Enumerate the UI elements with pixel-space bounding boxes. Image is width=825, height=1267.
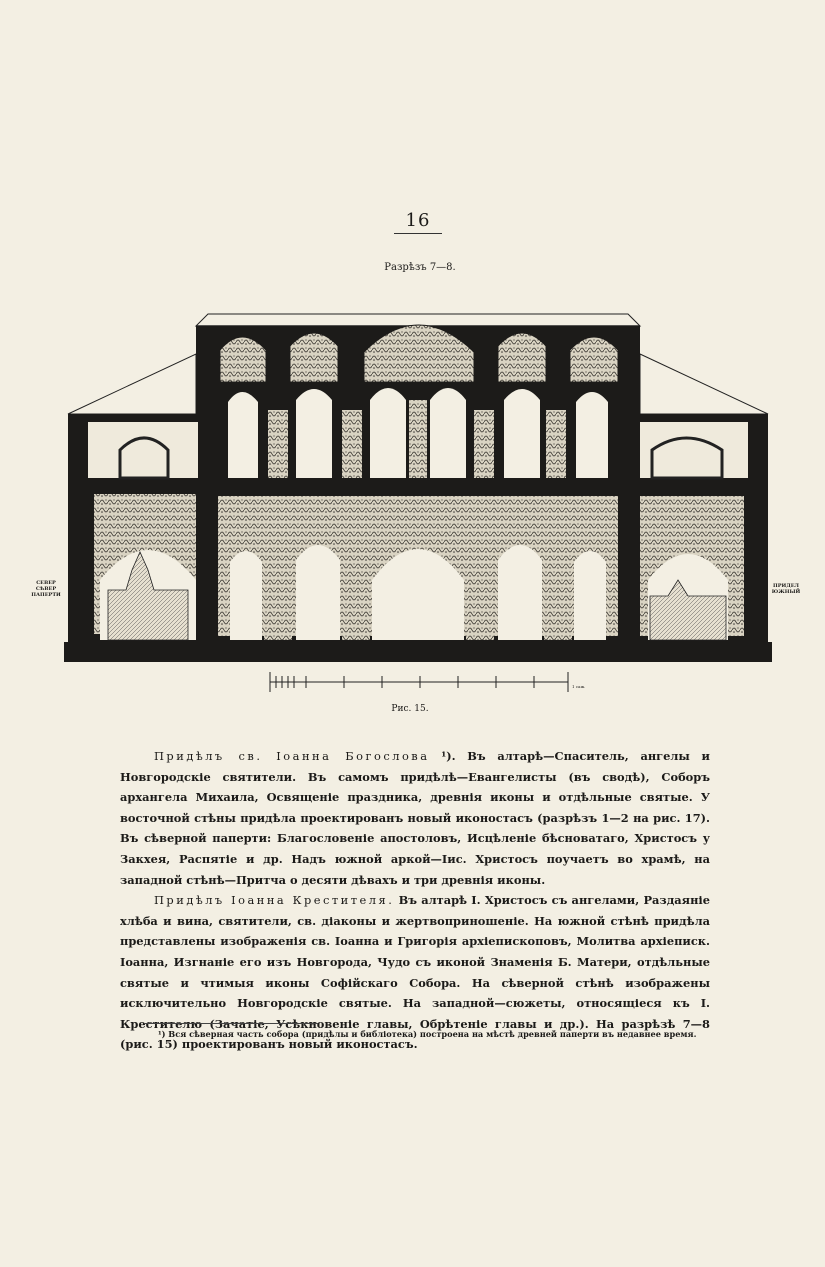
footnote-rule — [144, 1023, 318, 1024]
right-section-label: ПРИДЕЛ ЮЖНЫЙ — [771, 583, 801, 595]
paragraph-2-title: Придѣлъ Іоанна Крестителя. — [154, 893, 395, 908]
left-section-label: СЕВЕР СѢВЕР ПАПЕРТИ — [31, 580, 61, 598]
paragraph-1-title: Придѣлъ св. Іоанна Богослова — [154, 749, 430, 763]
page-number: 16 — [394, 210, 442, 234]
scale-unit-label: 1 саж. — [572, 684, 586, 689]
figure-caption: Рис. 15. — [391, 704, 429, 714]
scale-bar — [262, 668, 572, 694]
paragraph-1-body: ¹). Въ алтарѣ—Спаситель, ангелы и Новгородскіе святители. Въ самомъ придѣлѣ—Евангелисты (въ сводѣ), Соборъ архангела Михаила, Освященіе праздника, древнія иконы и отдѣльные святые. У восточной стѣны придѣла проектированъ новый иконостасъ (разрѣзъ 1—2 на рис. 17). Въ сѣверной паперти: Благословеніе апостоловъ, Исцѣленіе бѣсноватаго, Христосъ у Закхея, Распятіе и др. Надъ южной аркой—Іис. Христосъ поучаетъ во храмѣ, на западной стѣнѣ—Притча о десяти дѣвахъ и три древнія иконы. — [120, 749, 710, 887]
cathedral-section-drawing — [28, 290, 778, 670]
body-text — [120, 746, 710, 1055]
footnote: ¹) Вся сѣверная часть собора (придѣлы и библіотека) построена на мѣстѣ древней паперти въ недавнее время. — [158, 1029, 697, 1039]
figure-title: Разрѣзъ 7—8. — [384, 262, 456, 273]
paragraph-2-body: Въ алтарѣ І. Христосъ съ ангелами, Раздаяніе хлѣба и вина, святители, св. діаконы и жертвоприношеніе. На южной стѣнѣ придѣла представлены изображенія св. Іоанна и Григорія архіепископовъ, Молитва архіеписк. Іоанна, Изгнаніе его изъ Новгорода, Чудо съ иконой Знаменія Б. Матери, отдѣльные святые и чтимыя иконы Софійскаго Собора. На сѣверной стѣнѣ изображены исключительно Новгородскіе святые. На западной—сюжеты, относящіеся къ І. Крестителю (Зачатіе, Усѣкновеніе главы, Обрѣтеніе главы и др.). На разрѣзѣ 7—8 (рис. 15) проектированъ новый иконостасъ. — [120, 893, 710, 1052]
paragraph-1 — [120, 746, 710, 890]
